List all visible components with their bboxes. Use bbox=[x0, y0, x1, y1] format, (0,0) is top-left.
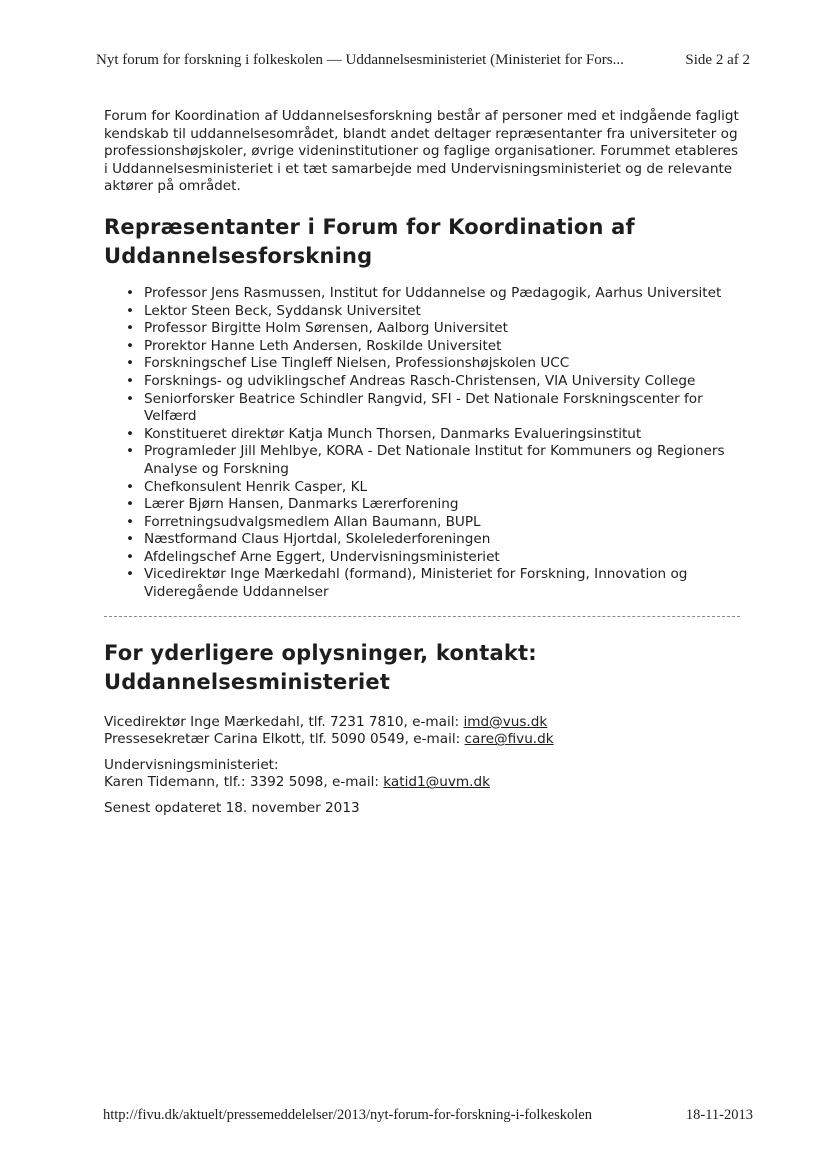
intro-paragraph: Forum for Koordination af Uddannelsesforskning består af personer med et indgående fagligt kendskab til uddannelsesområdet, blandt andet deltager repræsentanter fra universiteter og professionshøjskoler, øvrige videninstitutioner og faglige organisationer. Forummet etableres i Uddannelsesministeriet i et tæt samarbejde med Undervisningsministeriet og de relevante aktører på området. bbox=[104, 108, 739, 195]
last-updated: Senest opdateret 18. november 2013 bbox=[104, 800, 360, 817]
print-header-page-number: Side 2 af 2 bbox=[685, 52, 750, 68]
list-item: • Programleder Jill Mehlbye, KORA - Det Nationale Institut for Kommuners og Regioners Analyse og Forskning bbox=[104, 443, 754, 478]
last-updated-block bbox=[104, 800, 754, 818]
list-item: • Seniorforsker Beatrice Schindler Rangvid, SFI - Det Nationale Forskningscenter for Velfærd bbox=[104, 391, 754, 426]
list-item: • Forretningsudvalgsmedlem Allan Baumann, BUPL bbox=[104, 514, 754, 532]
contact-line bbox=[104, 774, 754, 792]
contact-org-label: Undervisningsministeriet: bbox=[104, 756, 279, 773]
contact-heading: For yderligere oplysninger, kontakt: Uddannelsesministeriet bbox=[104, 640, 537, 694]
members-list bbox=[104, 285, 754, 602]
contact-person-inge: Vicedirektør Inge Mærkedahl, tlf. 7231 7810, e-mail: bbox=[104, 713, 464, 730]
print-footer-url: http://fivu.dk/aktuelt/pressemeddelelser/2013/nyt-forum-for-forskning-i-folkeskolen bbox=[103, 1107, 592, 1123]
contact-line bbox=[104, 714, 754, 732]
contact-line bbox=[104, 731, 754, 749]
list-item: • Prorektor Hanne Leth Andersen, Roskilde Universitet bbox=[104, 338, 754, 356]
list-item: • Konstitueret direktør Katja Munch Thorsen, Danmarks Evalueringsinstitut bbox=[104, 426, 754, 444]
contact-ministry-block bbox=[104, 714, 754, 749]
list-item: • Næstformand Claus Hjortdal, Skolelederforeningen bbox=[104, 531, 754, 549]
contact-person-karen: Karen Tidemann, tlf.: 3392 5098, e-mail: bbox=[104, 774, 384, 791]
print-footer-date: 18-11-2013 bbox=[685, 1107, 753, 1123]
list-item: • Vicedirektør Inge Mærkedahl (formand), Ministeriet for Forskning, Innovation og Videregående Uddannelser bbox=[104, 566, 754, 601]
list-item: • Lærer Bjørn Hansen, Danmarks Lærerforening bbox=[104, 496, 754, 514]
section-divider bbox=[104, 616, 740, 617]
representatives-heading: Repræsentanter i Forum for Koordination af Uddannelsesforskning bbox=[104, 214, 635, 268]
list-item: • Forskningschef Lise Tingleff Nielsen, Professionshøjskolen UCC bbox=[104, 355, 754, 373]
list-item: • Chefkonsulent Henrik Casper, KL bbox=[104, 479, 754, 497]
print-footer bbox=[103, 1107, 753, 1124]
email-link-katid1[interactable]: katid1@uvm.dk bbox=[383, 774, 490, 791]
list-item: • Professor Jens Rasmussen, Institut for Uddannelse og Pædagogik, Aarhus Universitet bbox=[104, 285, 754, 303]
list-item: • Lektor Steen Beck, Syddansk Universitet bbox=[104, 303, 754, 321]
contact-uvm-block bbox=[104, 757, 754, 792]
list-item: • Afdelingschef Arne Eggert, Undervisningsministeriet bbox=[104, 549, 754, 567]
article-body bbox=[104, 108, 754, 818]
email-link-imd[interactable]: imd@vus.dk bbox=[463, 713, 548, 730]
list-item: • Forsknings- og udviklingschef Andreas Rasch-Christensen, VIA University College bbox=[104, 373, 754, 391]
contact-person-carina: Pressesekretær Carina Elkott, tlf. 5090 0549, e-mail: bbox=[104, 731, 465, 748]
email-link-care[interactable]: care@fivu.dk bbox=[464, 731, 554, 748]
print-header bbox=[96, 52, 756, 69]
print-header-title: Nyt forum for forskning i folkeskolen — Uddannelsesministeriet (Ministeriet for Fors... bbox=[96, 52, 624, 68]
list-item: • Professor Birgitte Holm Sørensen, Aalborg Universitet bbox=[104, 320, 754, 338]
